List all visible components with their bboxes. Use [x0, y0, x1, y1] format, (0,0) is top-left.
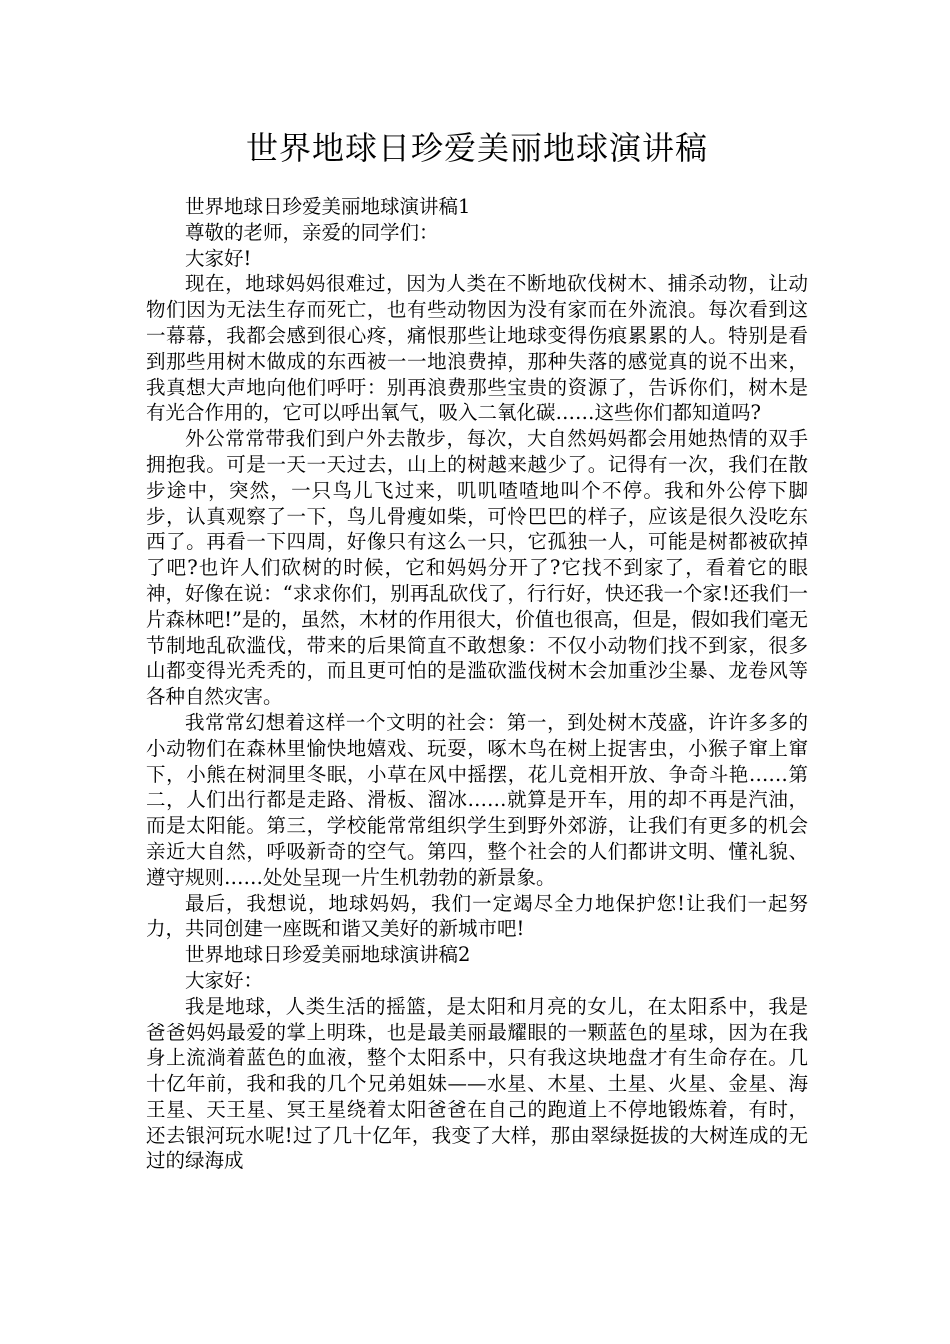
- greeting: 大家好!: [185, 246, 252, 270]
- section-heading-2: 世界地球日珍爱美丽地球演讲稿2: [185, 943, 471, 967]
- document-title: 世界地球日珍爱美丽地球演讲稿: [245, 129, 708, 167]
- section-heading-1: 世界地球日珍爱美丽地球演讲稿1: [185, 195, 471, 218]
- body-paragraph: 现在，地球妈妈很难过，因为人类在不断地砍伐树木、捕杀动物，让动物们因为无法生存而死亡，也有些动物因为没有家而在外流浪。每次看到这一幕幕，我都会感到很心疼，痛恨那些让地球变得伤痕累累的人。特别是看到那些用树木做成的东西被一一地浪费掉，那种失落的感觉真的说不出来，我真想大声地向他们呼吁：别再浪费那些宝贵的资源了，告诉你们，树木是有光合作用的，它可以呼出氧气，吸入二氧化碳……这些你们都知道吗?: [146, 272, 808, 425]
- greeting: 大家好：: [185, 968, 264, 992]
- salutation: 尊敬的老师，亲爱的同学们：: [185, 220, 439, 244]
- body-paragraph: 我常常幻想着这样一个文明的社会：第一，到处树木茂盛，许许多多的小动物们在森林里愉快地嬉戏、玩耍，啄木鸟在树上捉害虫，小猴子窜上窜下，小熊在树洞里冬眠，小草在风中摇摆，花儿竞相开放、争奇斗艳……第二，人们出行都是走路、滑板、溜冰……就算是开车，用的却不再是汽油，而是太阳能。第三，学校能常常组织学生到野外郊游，让我们有更多的机会亲近大自然，呼吸新奇的空气。第四，整个社会的人们都讲文明、懂礼貌、遵守规则……处处呈现一片生机勃勃的新景象。: [146, 710, 808, 889]
- body-paragraph: 最后，我想说，地球妈妈，我们一定竭尽全力地保护您!让我们一起努力，共同创建一座既和谐又美好的新城市吧!: [146, 891, 808, 941]
- body-paragraph: 外公常常带我们到户外去散步，每次，大自然妈妈都会用她热情的双手拥抱我。可是一天一天过去，山上的树越来越少了。记得有一次，我们在散步途中，突然，一只鸟儿飞过来，叽叽喳喳地叫个不停。我和外公停下脚步，认真观察了一下，鸟儿骨瘦如柴，可怜巴巴的样子，应该是很久没吃东西了。再看一下四周，好像只有这么一只，它孤独一人，可能是树都被砍掉了吧?也许人们砍树的时候，它和妈妈分开了?它找不到家了，看着它的眼神，好像在说：“求求你们，别再乱砍伐了，行行好，快还我一个家!还我们一片森林吧!”是的，虽然，木材的作用很大，价值也很高，但是，假如我们毫无节制地乱砍滥伐，带来的后果简直不敢想象：不仅小动物们找不到家，很多山都变得光秃秃的，而且更可怕的是滥砍滥伐树木会加重沙尘暴、龙卷风等各种自然灾害。: [146, 427, 808, 709]
- document-body: [146, 194, 808, 1174]
- document-page: [146, 0, 808, 1344]
- body-paragraph: 我是地球，人类生活的摇篮，是太阳和月亮的女儿，在太阳系中，我是爸爸妈妈最爱的掌上明珠，也是最美丽最耀眼的一颗蓝色的星球，因为在我身上流淌着蓝色的血液，整个太阳系中，只有我这块地盘才有生命存在。几十亿年前，我和我的几个兄弟姐妹——水星、木星、土星、火星、金星、海王星、天王星、冥王星绕着太阳爸爸在自己的跑道上不停地锻炼着，有时，还去银河玩水呢!过了几十亿年，我变了大样，那由翠绿挺拔的大树连成的无过的绿海成: [146, 994, 808, 1173]
